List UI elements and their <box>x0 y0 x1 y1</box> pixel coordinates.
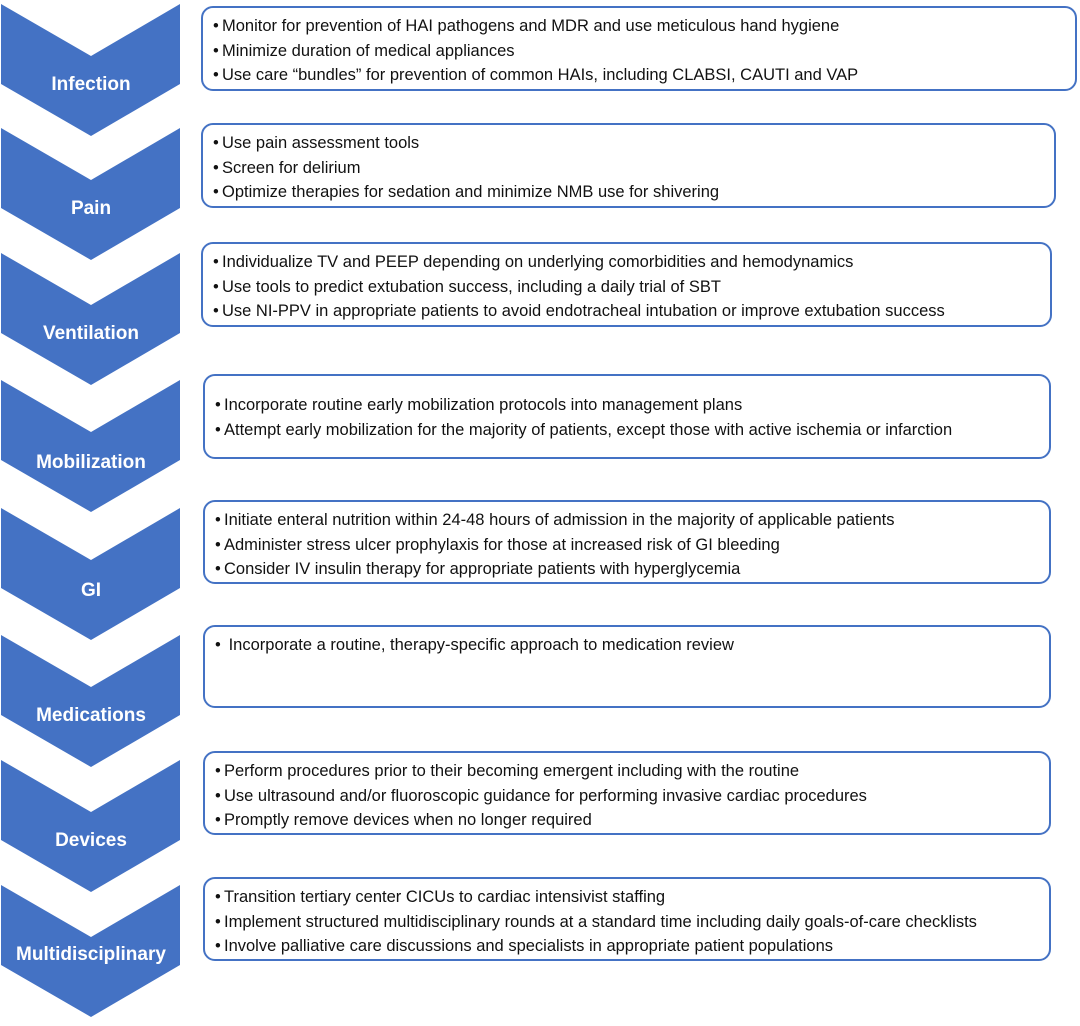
list-item <box>213 180 1044 205</box>
bullet-icon: • <box>213 302 219 320</box>
bullet-icon: • <box>215 535 221 554</box>
chevron-gi <box>1 508 180 640</box>
bullet-text: Initiate enteral nutrition within 24-48 hours of admission in the majority of applicable patients <box>224 511 895 529</box>
bullet-icon: • <box>215 937 221 955</box>
bullet-text: Attempt early mobilization for the majority of patients, except those with active ischemia or infarction <box>224 420 953 439</box>
bullet-text: Screen for delirium <box>222 158 361 177</box>
bullet-box-pain <box>201 123 1056 208</box>
bullet-icon: • <box>213 253 219 271</box>
bullet-list <box>213 14 1065 88</box>
bullet-box-infection <box>201 6 1077 91</box>
list-item <box>215 633 1039 658</box>
list-item <box>215 808 1039 833</box>
chevron-label-devices: Devices <box>55 830 127 851</box>
bullet-icon: • <box>213 183 219 201</box>
chevron-medications <box>1 635 180 767</box>
chevron-label-ventilation: Ventilation <box>42 323 140 344</box>
list-item <box>213 63 1065 88</box>
bullet-icon: • <box>215 420 221 439</box>
list-item <box>213 156 1044 181</box>
bullet-box-multidisciplinary <box>203 877 1051 961</box>
chevron-label-pain: Pain <box>70 198 112 219</box>
chevron-label-gi: GI <box>80 580 102 601</box>
bullet-text: Use pain assessment tools <box>222 134 420 152</box>
chevron-pain <box>1 128 180 260</box>
bullet-icon: • <box>213 41 219 60</box>
list-item <box>213 14 1065 39</box>
bullet-text: Optimize therapies for sedation and minimize NMB use for shivering <box>222 183 720 201</box>
list-item <box>215 418 1039 443</box>
bullet-box-medications <box>203 625 1051 708</box>
bullet-text: Individualize TV and PEEP depending on underlying comorbidities and hemodynamics <box>222 253 854 271</box>
chevron-label-multidisciplinary: Multidisciplinary <box>16 944 166 965</box>
chevron-mobilization <box>1 380 180 512</box>
bullet-box-mobilization <box>203 374 1051 459</box>
bullet-text: Transition tertiary center CICUs to cardiac intensivist staffing <box>224 888 666 906</box>
bullet-text: Incorporate routine early mobilization protocols into management plans <box>224 396 743 414</box>
bullet-text: Minimize duration of medical appliances <box>222 41 515 60</box>
bullet-text: Implement structured multidisciplinary rounds at a standard time including daily goals-of-care checklists <box>224 912 977 931</box>
list-item <box>215 533 1039 558</box>
bullet-icon: • <box>215 396 221 414</box>
bullet-text: Incorporate a routine, therapy-specific approach to medication review <box>224 636 734 654</box>
bullet-icon: • <box>215 762 221 780</box>
bullet-icon: • <box>215 888 221 906</box>
chevron-label-mobilization: Mobilization <box>36 452 146 473</box>
bullet-box-ventilation <box>201 242 1052 327</box>
list-item <box>215 557 1039 582</box>
bullet-list <box>213 131 1044 205</box>
chevron-column <box>0 0 182 1026</box>
list-item <box>215 759 1039 784</box>
bullet-list <box>215 885 1039 959</box>
list-item <box>213 39 1065 64</box>
bullet-icon: • <box>213 17 219 35</box>
bullet-list <box>215 759 1039 833</box>
chevron-infection <box>1 4 180 136</box>
list-item <box>213 131 1044 156</box>
bullet-text: Involve palliative care discussions and specialists in appropriate patient populations <box>224 937 834 955</box>
chevron-devices <box>1 760 180 892</box>
list-item <box>215 910 1039 935</box>
bullet-icon: • <box>215 786 221 805</box>
bullet-list <box>215 393 1039 442</box>
bullet-icon: • <box>215 636 221 654</box>
bullet-icon: • <box>215 560 221 578</box>
bullet-list <box>213 250 1040 324</box>
bullet-text: Administer stress ulcer prophylaxis for those at increased risk of GI bleeding <box>224 535 780 554</box>
bullet-list <box>215 508 1039 582</box>
list-item <box>213 299 1040 324</box>
bullet-text: Use NI-PPV in appropriate patients to avoid endotracheal intubation or improve extubation success <box>222 302 945 320</box>
bullet-icon: • <box>215 511 221 529</box>
bullet-icon: • <box>215 811 221 829</box>
bullet-icon: • <box>213 158 219 177</box>
list-item <box>213 275 1040 300</box>
bullet-list <box>215 633 1039 658</box>
bullet-box-gi <box>203 500 1051 584</box>
bullet-text: Use ultrasound and/or fluoroscopic guidance for performing invasive cardiac procedures <box>224 786 867 805</box>
bullet-text: Promptly remove devices when no longer required <box>224 811 592 829</box>
list-item <box>213 250 1040 275</box>
bullet-text: Use care “bundles” for prevention of common HAIs, including CLABSI, CAUTI and VAP <box>222 66 859 84</box>
bullet-icon: • <box>215 912 221 931</box>
bullet-text: Perform procedures prior to their becoming emergent including with the routine <box>224 762 800 780</box>
list-item <box>215 784 1039 809</box>
chevron-ventilation <box>1 253 180 385</box>
chevron-label-infection: Infection <box>51 74 131 95</box>
list-item <box>215 934 1039 959</box>
bullet-icon: • <box>213 66 219 84</box>
chevron-label-medications: Medications <box>36 705 146 726</box>
bullet-text: Consider IV insulin therapy for appropriate patients with hyperglycemia <box>224 560 741 578</box>
bullet-text: Use tools to predict extubation success, including a daily trial of SBT <box>222 277 721 296</box>
list-item <box>215 885 1039 910</box>
bullet-text: Monitor for prevention of HAI pathogens and MDR and use meticulous hand hygiene <box>222 17 840 35</box>
list-item <box>215 508 1039 533</box>
bullet-icon: • <box>213 277 219 296</box>
bullet-box-devices <box>203 751 1051 835</box>
list-item <box>215 393 1039 418</box>
bullet-icon: • <box>213 134 219 152</box>
